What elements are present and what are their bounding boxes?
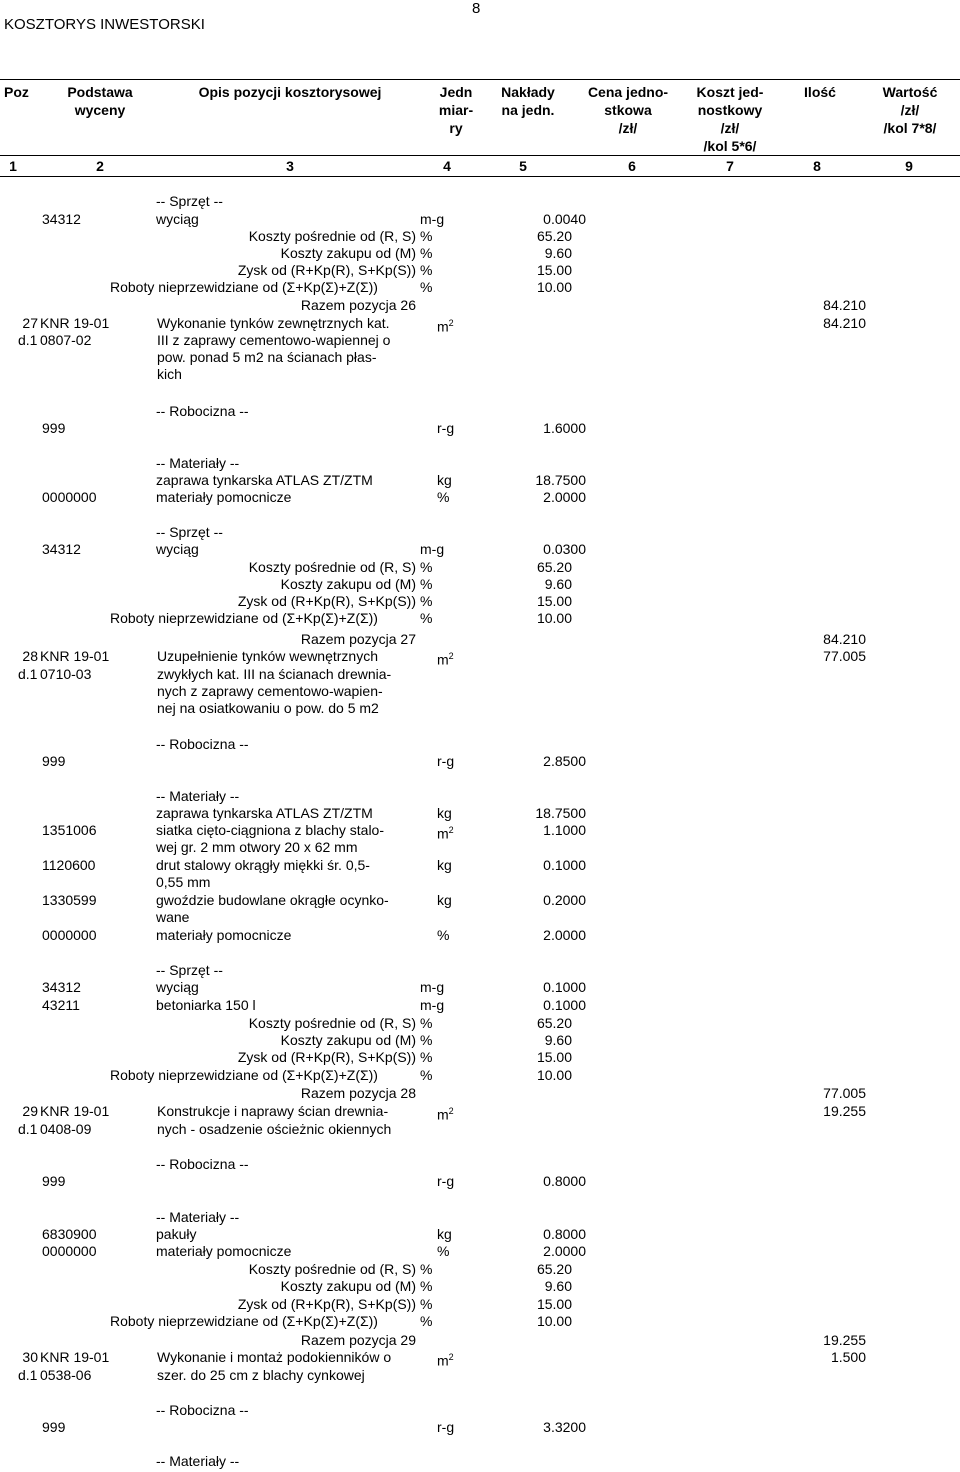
col-number-5: 5	[519, 158, 527, 174]
position-number: 27	[22, 315, 38, 331]
sprzet-heading: -- Sprzęt --	[156, 193, 223, 209]
roboty-value: 10.00	[536, 279, 572, 295]
resource-desc: pakuły	[156, 1226, 197, 1242]
robocizna-heading: -- Robocizna --	[156, 736, 249, 752]
header-mid-rule	[0, 155, 960, 156]
resource-code: 1351006	[42, 822, 97, 838]
kz-value: 9.60	[544, 576, 572, 592]
position-desc: III z zaprawy cementowo-wapiennej o	[157, 332, 391, 348]
col-number-2: 2	[96, 158, 104, 174]
kp-unit: %	[420, 1261, 433, 1277]
zysk-value: 15.00	[536, 262, 572, 278]
razem-ilosc: 19.255	[823, 1332, 866, 1348]
header-poz: Poz	[4, 84, 29, 100]
razem-label: Razem pozycja 28	[300, 1085, 416, 1101]
razem-ilosc: 84.210	[823, 631, 866, 647]
page-number: 8	[472, 0, 481, 17]
position-desc: nych - osadzenie ościeżnic okiennych	[157, 1121, 392, 1137]
zysk-label: Zysk od (R+Kp(R), S+Kp(S))	[237, 1296, 416, 1312]
kz-unit: %	[420, 1278, 433, 1294]
col-number-3: 3	[286, 158, 294, 174]
kp-label: Koszty pośrednie od (R, S)	[248, 1015, 416, 1031]
col-number-1: 1	[9, 158, 17, 174]
kz-label: Koszty zakupu od (M)	[280, 1032, 416, 1048]
resource-unit: r-g	[437, 753, 455, 769]
kz-value: 9.60	[544, 1032, 572, 1048]
resource-code: 0000000	[42, 927, 97, 943]
zysk-value: 15.00	[536, 1049, 572, 1065]
position-desc: szer. do 25 cm z blachy cynkowej	[157, 1367, 365, 1383]
resource-unit: %	[437, 1243, 450, 1259]
position-desc: zwykłych kat. III na ścianach drewnia-	[157, 666, 392, 682]
zysk-label: Zysk od (R+Kp(R), S+Kp(S))	[237, 262, 416, 278]
col-number-4: 4	[443, 158, 451, 174]
resource-unit: r-g	[437, 420, 455, 436]
zysk-label: Zysk od (R+Kp(R), S+Kp(S))	[237, 1049, 416, 1065]
resource-unit: kg	[437, 857, 452, 873]
position-desc: kich	[157, 366, 182, 382]
col-number-8: 8	[813, 158, 821, 174]
position-number: 30	[22, 1349, 38, 1365]
resource-unit: $m^2$	[437, 825, 454, 842]
kp-unit: %	[420, 559, 433, 575]
position-ilosc: 84.210	[823, 315, 866, 331]
resource-value: 2.8500	[543, 753, 586, 769]
position-desc: Konstrukcje i naprawy ścian drewnia-	[157, 1103, 389, 1119]
catalog-ref: KNR 19-01	[40, 1349, 110, 1365]
kz-unit: %	[420, 245, 433, 261]
header-podstawa: Podstawa wyceny	[67, 84, 133, 118]
kz-value: 9.60	[544, 245, 572, 261]
roboty-unit: %	[420, 610, 433, 626]
resource-desc: siatka cięto-ciągniona z blachy stalo-	[156, 822, 385, 838]
resource-desc: zaprawa tynkarska ATLAS ZT/ZTM	[156, 472, 373, 488]
position-unit: $m^2$	[437, 1352, 454, 1369]
roboty-unit: %	[420, 279, 433, 295]
resource-desc: wane	[156, 909, 190, 925]
resource-code: 0000000	[42, 489, 97, 505]
kp-value: 65.20	[536, 1015, 572, 1031]
resource-unit: m-g	[420, 979, 445, 995]
resource-unit: kg	[437, 805, 452, 821]
position-ilosc: 77.005	[823, 648, 866, 664]
zysk-unit: %	[420, 262, 433, 278]
position-unit: $m^2$	[437, 1106, 454, 1123]
resource-desc: zaprawa tynkarska ATLAS ZT/ZTM	[156, 805, 373, 821]
header-naklady: Nakłady na jedn.	[501, 84, 555, 118]
resource-unit: m-g	[420, 997, 445, 1013]
roboty-value: 10.00	[536, 610, 572, 626]
roboty-unit: %	[420, 1067, 433, 1083]
resource-value: 18.7500	[535, 472, 586, 488]
resource-code: 34312	[42, 541, 81, 557]
kz-unit: %	[420, 576, 433, 592]
position-desc: pow. ponad 5 m2 na ścianach płas-	[157, 349, 377, 365]
catalog-table: 0710-03	[40, 666, 92, 682]
roboty-label: Roboty nieprzewidziane od (Σ+Kp(Σ)+Z(Σ))	[110, 610, 378, 626]
header-jedn: Jedn miar- ry	[438, 84, 474, 136]
resource-unit: r-g	[437, 1419, 455, 1435]
resource-unit: kg	[437, 892, 452, 908]
position-ilosc: 1.500	[830, 1349, 866, 1365]
header-opis: Opis pozycji kosztorysowej	[198, 84, 382, 100]
catalog-table: 0538-06	[40, 1367, 92, 1383]
header-cena: Cena jedno- stkowa /zł/	[587, 84, 669, 136]
catalog-d: d.1	[18, 332, 38, 348]
resource-desc: materiały pomocnicze	[156, 489, 292, 505]
zysk-value: 15.00	[536, 593, 572, 609]
header-bottom-rule	[0, 176, 960, 177]
kp-label: Koszty pośrednie od (R, S)	[248, 228, 416, 244]
robocizna-heading: -- Robocizna --	[156, 1402, 249, 1418]
resource-value: 2.0000	[543, 927, 586, 943]
catalog-table: 0408-09	[40, 1121, 92, 1137]
resource-value: 0.0040	[543, 211, 586, 227]
kz-value: 9.60	[544, 1278, 572, 1294]
position-unit: $m^2$	[437, 318, 454, 335]
materialy-heading: -- Materiały --	[156, 788, 240, 804]
zysk-value: 15.00	[536, 1296, 572, 1312]
catalog-ref: KNR 19-01	[40, 1103, 110, 1119]
resource-value: 1.1000	[543, 822, 586, 838]
position-number: 28	[22, 648, 38, 664]
sprzet-heading: -- Sprzęt --	[156, 962, 223, 978]
resource-code: 999	[42, 1173, 66, 1189]
position-desc: nej na osiatkowaniu o pow. do 5 m2	[157, 700, 379, 716]
catalog-d: d.1	[18, 666, 38, 682]
document-title: KOSZTORYS INWESTORSKI	[4, 16, 205, 33]
resource-code: 1330599	[42, 892, 97, 908]
resource-code: 34312	[42, 979, 81, 995]
catalog-ref: KNR 19-01	[40, 648, 110, 664]
resource-unit: m-g	[420, 541, 445, 557]
position-desc: Wykonanie tynków zewnętrznych kat.	[157, 315, 390, 331]
resource-value: 0.1000	[543, 857, 586, 873]
col-number-7: 7	[726, 158, 734, 174]
kp-value: 65.20	[536, 228, 572, 244]
resource-unit: r-g	[437, 1173, 455, 1189]
resource-value: 2.0000	[543, 1243, 586, 1259]
resource-code: 999	[42, 1419, 66, 1435]
robocizna-heading: -- Robocizna --	[156, 1156, 249, 1172]
kz-label: Koszty zakupu od (M)	[280, 1278, 416, 1294]
resource-desc: drut stalowy okrągły miękki śr. 0,5-	[156, 857, 370, 873]
roboty-label: Roboty nieprzewidziane od (Σ+Kp(Σ)+Z(Σ))	[110, 1067, 378, 1083]
kz-label: Koszty zakupu od (M)	[280, 245, 416, 261]
resource-value: 0.0300	[543, 541, 586, 557]
col-number-9: 9	[905, 158, 913, 174]
header-koszt: Koszt jed- nostkowy /zł/ /kol 5*6/	[696, 84, 764, 154]
resource-desc: wyciąg	[156, 979, 199, 995]
resource-unit: kg	[437, 1226, 452, 1242]
resource-value: 2.0000	[543, 489, 586, 505]
resource-value: 0.1000	[543, 997, 586, 1013]
position-number: 29	[22, 1103, 38, 1119]
materialy-heading: -- Materiały --	[156, 1209, 240, 1225]
kp-label: Koszty pośrednie od (R, S)	[248, 1261, 416, 1277]
header-top-rule	[0, 79, 960, 80]
razem-ilosc: 77.005	[823, 1085, 866, 1101]
roboty-unit: %	[420, 1313, 433, 1329]
resource-value: 0.2000	[543, 892, 586, 908]
resource-code: 6830900	[42, 1226, 97, 1242]
resource-desc: wyciąg	[156, 211, 199, 227]
resource-code: 43211	[42, 997, 80, 1013]
resource-unit: %	[437, 927, 450, 943]
resource-desc: materiały pomocnicze	[156, 927, 292, 943]
resource-value: 18.7500	[535, 805, 586, 821]
resource-code: 999	[42, 420, 66, 436]
resource-desc: wyciąg	[156, 541, 199, 557]
kz-unit: %	[420, 1032, 433, 1048]
resource-code: 0000000	[42, 1243, 97, 1259]
roboty-label: Roboty nieprzewidziane od (Σ+Kp(Σ)+Z(Σ))	[110, 1313, 378, 1329]
roboty-value: 10.00	[536, 1067, 572, 1083]
kz-label: Koszty zakupu od (M)	[280, 576, 416, 592]
kp-unit: %	[420, 228, 433, 244]
resource-code: 34312	[42, 211, 81, 227]
razem-label: Razem pozycja 26	[300, 297, 416, 313]
zysk-label: Zysk od (R+Kp(R), S+Kp(S))	[237, 593, 416, 609]
razem-ilosc: 84.210	[823, 297, 866, 313]
header-wartosc: Wartość /zł/ /kol 7*8/	[882, 84, 938, 136]
materialy-heading: -- Materiały --	[156, 1453, 240, 1469]
catalog-d: d.1	[18, 1367, 38, 1383]
roboty-value: 10.00	[536, 1313, 572, 1329]
kp-value: 65.20	[536, 559, 572, 575]
resource-value: 1.6000	[543, 420, 586, 436]
resource-unit: kg	[437, 472, 452, 488]
materialy-heading: -- Materiały --	[156, 455, 240, 471]
kp-label: Koszty pośrednie od (R, S)	[248, 559, 416, 575]
razem-label: Razem pozycja 27	[300, 631, 416, 647]
catalog-ref: KNR 19-01	[40, 315, 110, 331]
resource-desc: wej gr. 2 mm otwory 20 x 62 mm	[156, 839, 358, 855]
resource-desc: gwoździe budowlane okrągłe ocynko-	[156, 892, 389, 908]
resource-value: 3.3200	[543, 1419, 586, 1435]
header-ilosc: Ilość	[804, 84, 836, 100]
robocizna-heading: -- Robocizna --	[156, 403, 249, 419]
resource-code: 1120600	[42, 857, 96, 873]
resource-desc: 0,55 mm	[156, 874, 211, 890]
catalog-d: d.1	[18, 1121, 38, 1137]
position-desc: Wykonanie i montaż podokienników o	[157, 1349, 392, 1365]
position-ilosc: 19.255	[823, 1103, 866, 1119]
catalog-table: 0807-02	[40, 332, 92, 348]
roboty-label: Roboty nieprzewidziane od (Σ+Kp(Σ)+Z(Σ))	[110, 279, 378, 295]
position-desc: nych z zaprawy cementowo-wapien-	[157, 683, 383, 699]
zysk-unit: %	[420, 1296, 433, 1312]
razem-label: Razem pozycja 29	[300, 1332, 416, 1348]
resource-unit: %	[437, 489, 450, 505]
resource-unit: m-g	[420, 211, 445, 227]
kp-unit: %	[420, 1015, 433, 1031]
kp-value: 65.20	[536, 1261, 572, 1277]
resource-value: 0.1000	[543, 979, 586, 995]
col-number-6: 6	[628, 158, 636, 174]
resource-value: 0.8000	[543, 1173, 586, 1189]
position-desc: Uzupełnienie tynków wewnętrznych	[157, 648, 378, 664]
resource-value: 0.8000	[543, 1226, 586, 1242]
resource-desc: materiały pomocnicze	[156, 1243, 292, 1259]
resource-desc: betoniarka 150 l	[156, 997, 256, 1013]
position-unit: $m^2$	[437, 651, 454, 668]
zysk-unit: %	[420, 1049, 433, 1065]
sprzet-heading: -- Sprzęt --	[156, 524, 223, 540]
resource-code: 999	[42, 753, 66, 769]
zysk-unit: %	[420, 593, 433, 609]
